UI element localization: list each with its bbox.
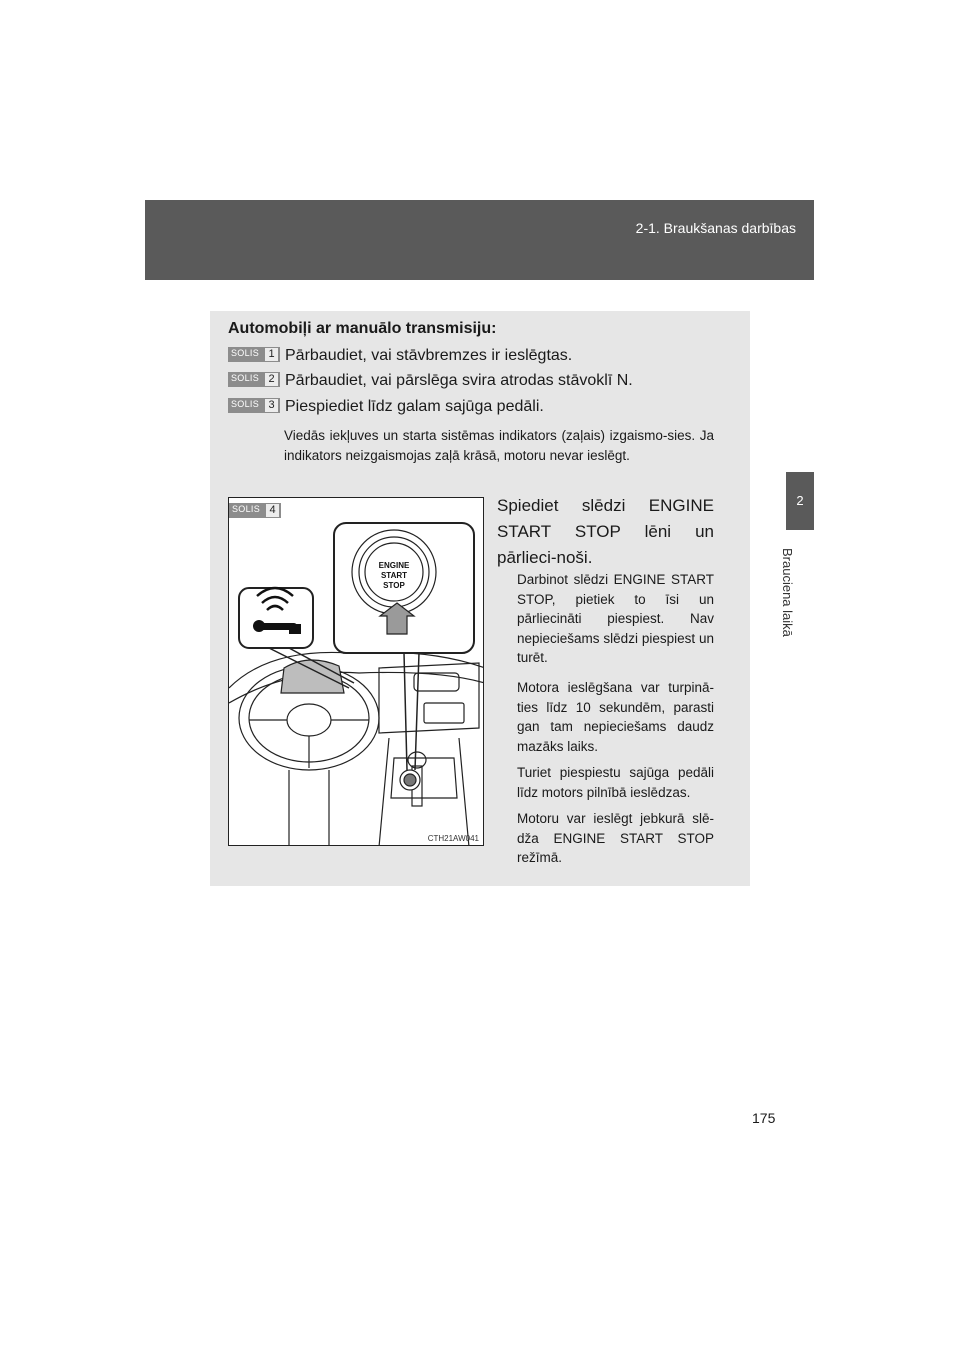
dashboard-drawing xyxy=(229,498,484,846)
button-label-line1: ENGINE xyxy=(378,561,410,570)
section-heading: Automobiļi ar manuālo transmisiju: xyxy=(228,320,497,337)
chapter-header xyxy=(145,200,814,280)
step-text: Piespiediet līdz galam sajūga pedāli. xyxy=(285,398,544,415)
sub-note: Motoru var ieslēgt jebkurā slē-dža ENGINE START STOP režīmā. xyxy=(517,811,714,865)
step-badge: SOLIS 1 xyxy=(228,347,280,362)
figure-code: CTH21AW041 xyxy=(427,834,479,843)
step-badge: SOLIS 4 xyxy=(229,503,281,518)
step-text: Pārbaudiet, vai pārslēga svira atrodas stāvoklī N. xyxy=(285,372,633,389)
page-number: 175 xyxy=(752,1110,776,1126)
step-badge: SOLIS 3 xyxy=(228,398,280,413)
step-text: Pārbaudiet, vai stāvbremzes ir ieslēgtas. xyxy=(285,347,573,364)
step-2 xyxy=(228,372,633,390)
chapter-label-tab xyxy=(780,548,814,668)
step-badge: SOLIS 2 xyxy=(228,372,280,387)
step-3 xyxy=(228,398,544,416)
section-title: 2-1. Braukšanas darbības xyxy=(635,220,796,236)
chapter-label: Brauciena laikā xyxy=(780,548,795,637)
button-label-line2: START xyxy=(380,571,408,580)
sub-note: Turiet piespiestu sajūga pedāli līdz motors pilnībā ieslēdzas. xyxy=(517,765,714,800)
sub-note: Darbinot slēdzi ENGINE START STOP, pietiek to īsi un pārliecināti piespiest. Nav nepieciešams slēdzi piespiest un turēt. xyxy=(517,572,714,665)
step-1 xyxy=(228,347,572,365)
dashboard-illustration xyxy=(228,497,484,846)
button-label-line3: STOP xyxy=(383,581,405,590)
sub-note: Motora ieslēgšana var turpinā-ties līdz 10 sekundēm, parasti gan tam nepieciešams daudz mazāks laiks. xyxy=(517,680,714,754)
chapter-number-tab: 2 xyxy=(786,472,814,530)
step-4-text: Spiediet slēdzi ENGINE START STOP lēni un pārlieci-noši. xyxy=(497,496,714,567)
indicator-note: Viedās iekļuves un starta sistēmas indikators (zaļais) izgaismo-sies. Ja indikators neizgaismojas zaļā krāsā, motoru nevar ieslēgt. xyxy=(284,428,714,463)
